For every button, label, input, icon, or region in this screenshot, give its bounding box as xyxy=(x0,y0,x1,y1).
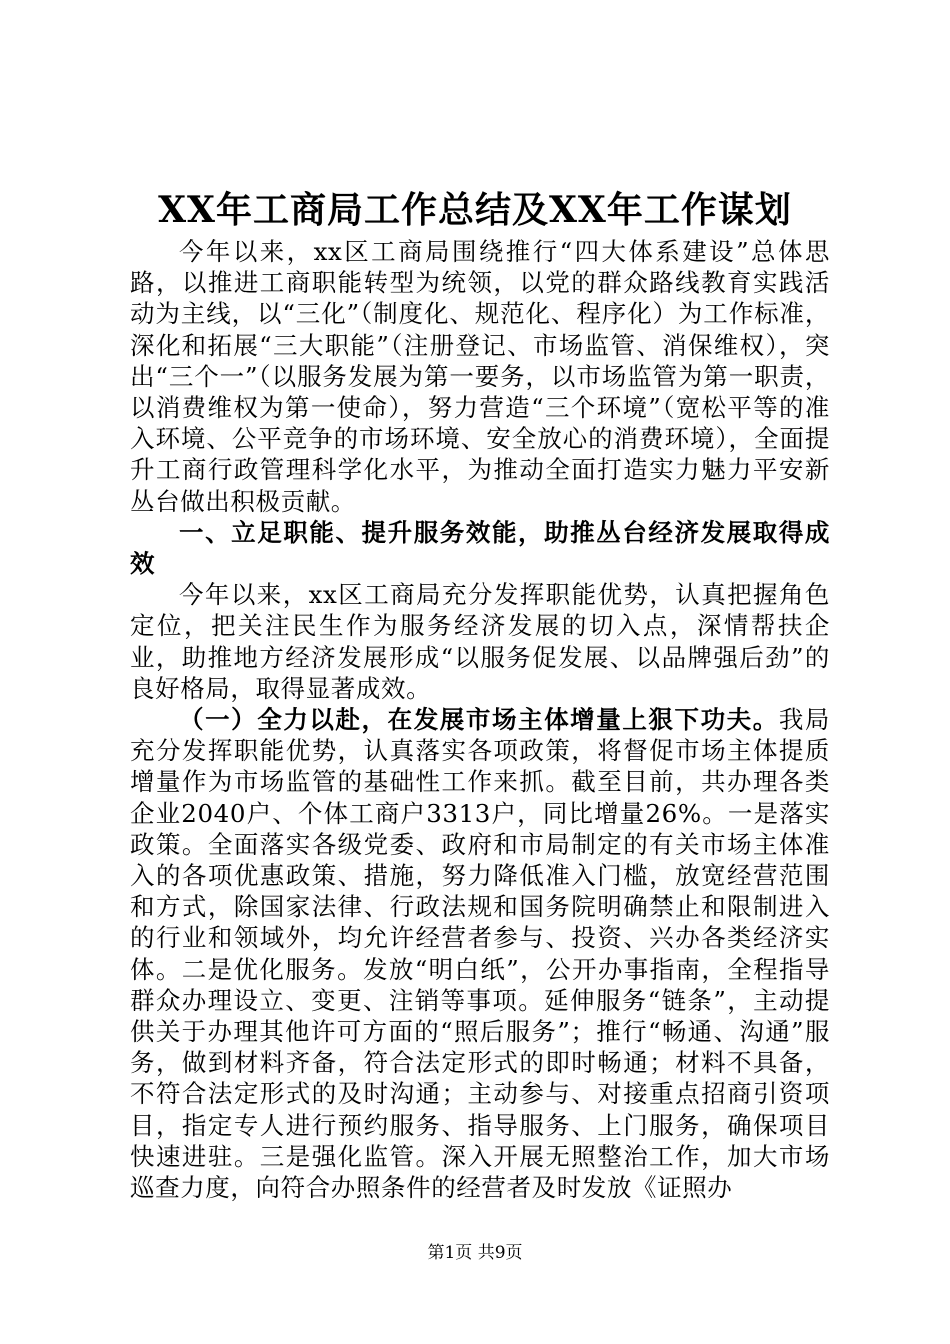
section-heading-1: 一、立足职能、提升服务效能，助推丛台经济发展取得成效 xyxy=(130,517,830,579)
subsection-1-text: 我局充分发挥职能优势，认真落实各项政策，将督促市场主体提质增量作为市场监管的基础性工作来抓。截至目前，共办理各类企业2040户、个体工商户3313户，同比增量26%。一是落实政策。全面落实各级党委、政府和市局制定的有关市场主体准入的各项优惠政策、措施，努力降低准入门槛，放宽经营范围和方式，除国家法律、行政法规和国务院明确禁止和限制进入的行业和领域外，均允许经营者参与、投资、兴办各类经济实体。二是优化服务。发放“明白纸”，公开办事指南，全程指导群众办理设立、变更、注销等事项。延伸服务“链条”，主动提供关于办理其他许可方面的“照后服务”；推行“畅通、沟通”服务，做到材料齐备，符合法定形式的即时畅通；材料不具备，不符合法定形式的及时沟通；主动参与、对接重点招商引资项目，指定专人进行预约服务、指导服务、上门服务，确保项目快速进驻。三是强化监管。深入开展无照整治工作，加大市场巡查力度，向符合办照条件的经营者及时发放《证照办 xyxy=(130,705,830,1203)
document-body xyxy=(130,236,830,1203)
document-title: XX年工商局工作总结及XX年工作谋划 xyxy=(158,189,792,231)
subsection-1-paragraph xyxy=(130,704,830,1203)
subsection-1-heading: （一）全力以赴，在发展市场主体增量上狠下功夫。 xyxy=(179,705,779,735)
page-footer: 第1页 共9页 xyxy=(427,1243,523,1263)
section-1-paragraph: 今年以来，xx区工商局充分发挥职能优势，认真把握角色定位，把关注民生作为服务经济发展的切入点，深情帮扶企业，助推地方经济发展形成“以服务促发展、以品牌强后劲”的良好格局，取得显著成效。 xyxy=(130,580,830,703)
intro-paragraph: 今年以来，xx区工商局围绕推行“四大体系建设”总体思路，以推进工商职能转型为统领，以党的群众路线教育实践活动为主线，以“三化”（制度化、规范化、程序化）为工作标准，深化和拓展“三大职能”（注册登记、市场监管、消保维权），突出“三个一”（以服务发展为第一要务，以市场监管为第一职责，以消费维权为第一使命），努力营造“三个环境”（宽松平等的准入环境、公平竞争的市场环境、安全放心的消费环境），全面提升工商行政管理科学化水平，为推动全面打造实力魅力平安新丛台做出积极贡献。 xyxy=(130,237,830,516)
